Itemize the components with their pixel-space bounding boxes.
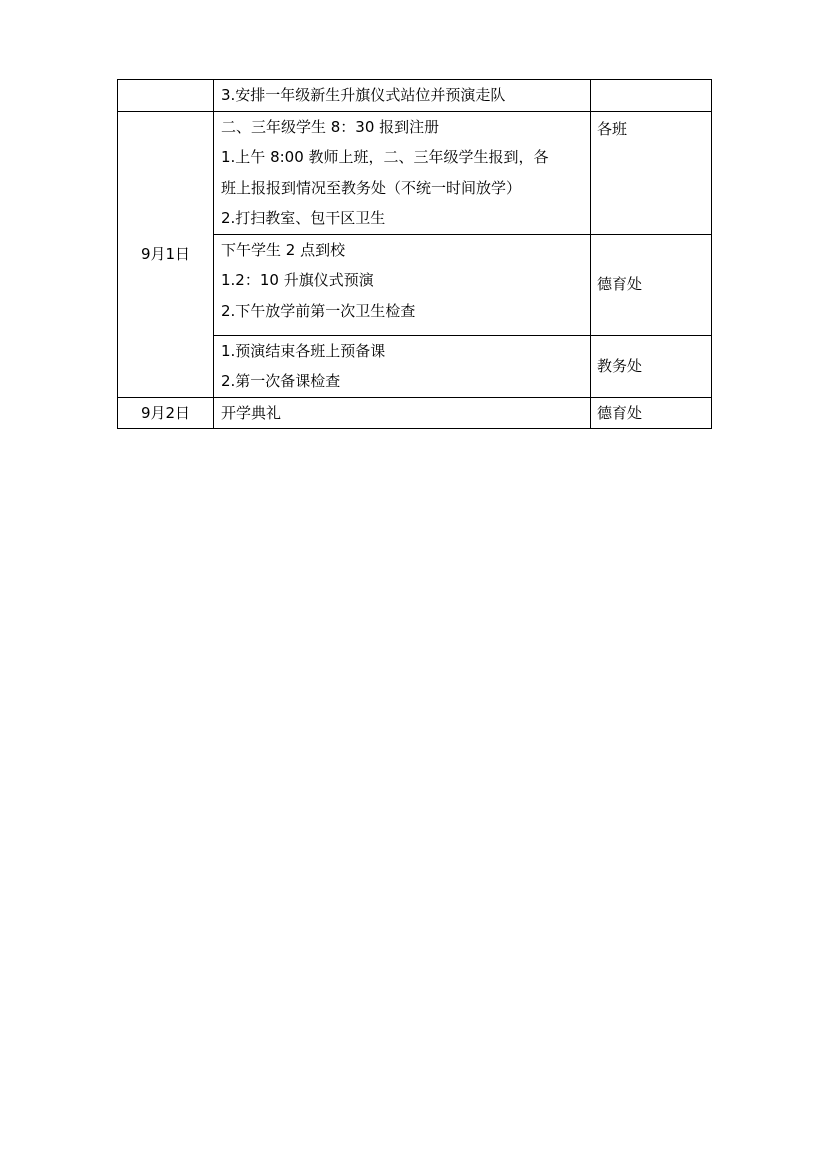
content-cell bbox=[214, 234, 591, 335]
content-cell bbox=[214, 335, 591, 397]
table-row bbox=[118, 80, 712, 112]
content-line: 2.第一次备课检查 bbox=[221, 372, 341, 390]
content-cell bbox=[214, 80, 591, 112]
content-line: 下午学生 2 点到校 bbox=[221, 240, 346, 259]
date-cell: 9月2日 bbox=[118, 397, 214, 429]
content-cell bbox=[214, 111, 591, 234]
department-cell: 德育处 bbox=[591, 234, 712, 335]
department-cell bbox=[591, 80, 712, 112]
department-cell: 各班 bbox=[591, 111, 712, 234]
content-cell bbox=[214, 397, 591, 429]
department-cell: 德育处 bbox=[591, 397, 712, 429]
content-line: 2.打扫教室、包干区卫生 bbox=[221, 209, 386, 227]
department-cell: 教务处 bbox=[591, 335, 712, 397]
schedule-table bbox=[117, 79, 712, 429]
content-line: 开学典礼 bbox=[221, 403, 282, 422]
content-line: 1.2：10 升旗仪式预演 bbox=[221, 271, 374, 289]
content-line: 班上报报到情况至教务处（不统一时间放学） bbox=[221, 178, 522, 197]
date-cell: 9月1日 bbox=[118, 111, 214, 397]
content-line: 3.安排一年级新生升旗仪式站位并预演走队 bbox=[221, 86, 506, 104]
content-line: 2.下午放学前第一次卫生检查 bbox=[221, 301, 416, 320]
content-line: 1.上午 8:00 教师上班，二、三年级学生报到，各 bbox=[221, 148, 549, 166]
content-line: 1.预演结束各班上预备课 bbox=[221, 341, 386, 360]
date-cell bbox=[118, 80, 214, 112]
table-row bbox=[118, 111, 712, 234]
table-row bbox=[118, 397, 712, 429]
content-line: 二、三年级学生 8：30 报到注册 bbox=[221, 117, 440, 136]
